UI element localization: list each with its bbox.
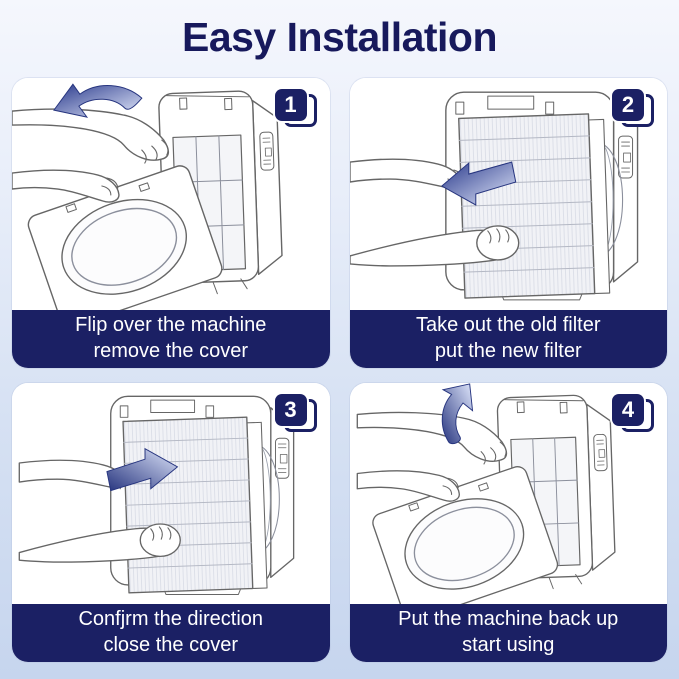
step-card-1 bbox=[12, 78, 330, 368]
step-card-3 bbox=[12, 383, 330, 662]
badge-number: 1 bbox=[275, 89, 307, 121]
caption-line-1: Take out the old filter bbox=[415, 314, 601, 337]
step-4-illustration bbox=[350, 383, 668, 604]
step-2-caption bbox=[350, 310, 668, 368]
step-number-badge bbox=[612, 394, 654, 434]
caption-line-1: Flip over the machine bbox=[75, 314, 267, 337]
caption-line-1: Confjrm the direction bbox=[78, 608, 264, 631]
page-title: Easy Installation bbox=[181, 14, 498, 60]
step-3-illustration bbox=[12, 383, 330, 604]
caption-line-2: remove the cover bbox=[93, 340, 248, 362]
caption-line-2: start using bbox=[462, 634, 555, 656]
step-number-badge bbox=[275, 394, 317, 434]
step-4-caption bbox=[350, 604, 668, 662]
badge-number: 3 bbox=[275, 394, 307, 426]
badge-number: 4 bbox=[612, 394, 644, 426]
step-3-caption bbox=[12, 604, 330, 662]
step-card-2 bbox=[350, 78, 668, 368]
badge-number: 2 bbox=[612, 89, 644, 121]
step-card-4 bbox=[350, 383, 668, 662]
step-1-caption bbox=[12, 310, 330, 368]
caption-line-2: close the cover bbox=[103, 634, 238, 656]
step-2-illustration bbox=[350, 78, 668, 310]
step-1-illustration bbox=[12, 78, 330, 310]
step-number-badge bbox=[275, 89, 317, 129]
steps-grid bbox=[12, 78, 667, 662]
step-number-badge bbox=[612, 89, 654, 129]
caption-line-1: Put the machine back up bbox=[398, 608, 619, 631]
caption-line-2: put the new filter bbox=[434, 340, 582, 362]
